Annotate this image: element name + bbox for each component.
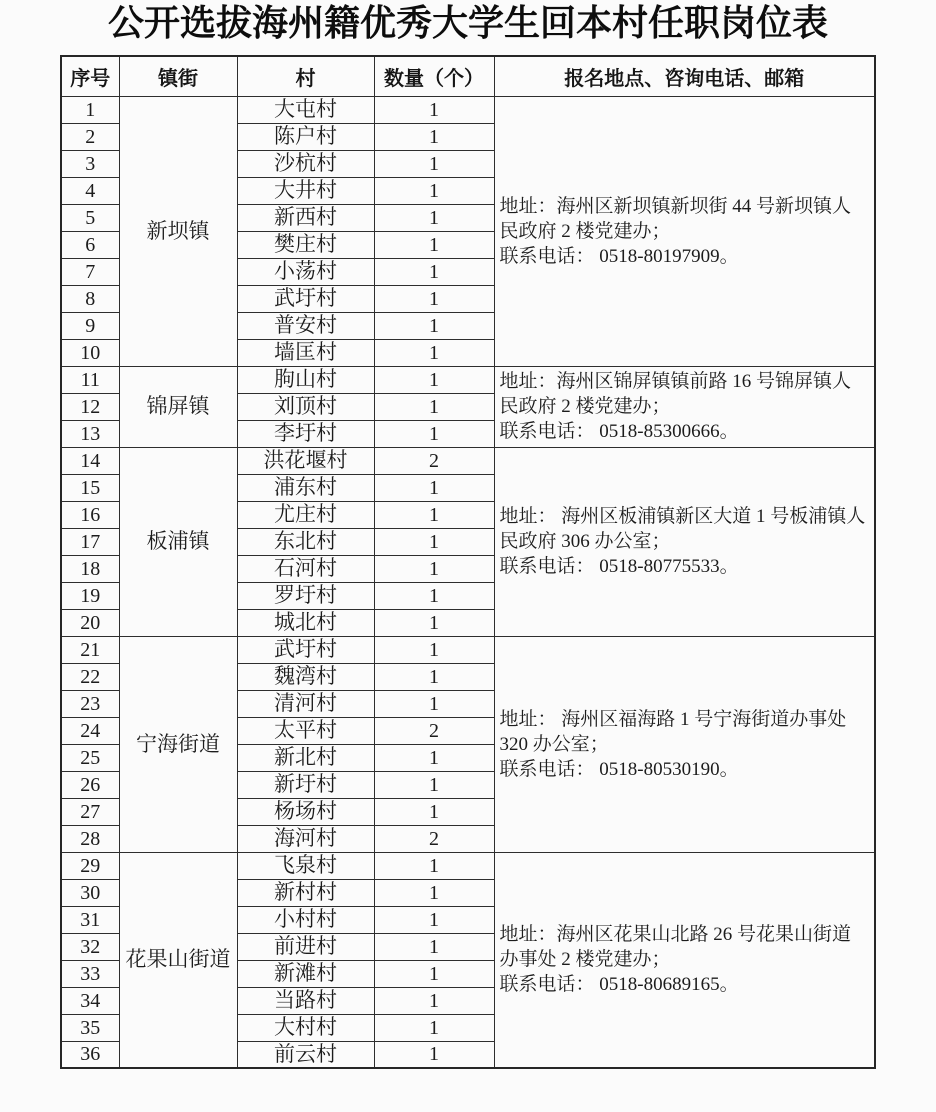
serial-number-cell: 14 <box>61 447 119 474</box>
village-cell: 魏湾村 <box>237 663 374 690</box>
serial-number-cell: 36 <box>61 1041 119 1068</box>
quantity-cell: 1 <box>374 1014 494 1041</box>
serial-number-cell: 11 <box>61 366 119 393</box>
table-row <box>61 96 875 123</box>
village-cell: 李圩村 <box>237 420 374 447</box>
quantity-cell: 1 <box>374 231 494 258</box>
quantity-cell: 1 <box>374 582 494 609</box>
serial-number-cell: 7 <box>61 258 119 285</box>
serial-number-cell: 32 <box>61 933 119 960</box>
quantity-cell: 1 <box>374 636 494 663</box>
serial-number-cell: 30 <box>61 879 119 906</box>
village-cell: 大村村 <box>237 1014 374 1041</box>
serial-number-cell: 22 <box>61 663 119 690</box>
quantity-cell: 1 <box>374 177 494 204</box>
village-cell: 新村村 <box>237 879 374 906</box>
quantity-cell: 1 <box>374 987 494 1014</box>
serial-number-cell: 24 <box>61 717 119 744</box>
contact-address-line: 地址： 海州区板浦镇新区大道 1 号板浦镇人民政府 306 办公室； <box>499 506 866 552</box>
table-row <box>61 852 875 879</box>
header-village: 村 <box>237 56 374 96</box>
contact-phone-line: 联系电话： 0518-80197909。 <box>499 245 739 267</box>
quantity-cell: 2 <box>374 717 494 744</box>
table-row <box>61 447 875 474</box>
serial-number-cell: 34 <box>61 987 119 1014</box>
serial-number-cell: 8 <box>61 285 119 312</box>
village-cell: 飞泉村 <box>237 852 374 879</box>
village-cell: 新圩村 <box>237 771 374 798</box>
contact-cell <box>494 636 875 852</box>
serial-number-cell: 6 <box>61 231 119 258</box>
quantity-cell: 1 <box>374 798 494 825</box>
quantity-cell: 1 <box>374 609 494 636</box>
quantity-cell: 1 <box>374 312 494 339</box>
contact-cell <box>494 852 875 1068</box>
village-cell: 朐山村 <box>237 366 374 393</box>
serial-number-cell: 16 <box>61 501 119 528</box>
village-cell: 前云村 <box>237 1041 374 1068</box>
village-cell: 海河村 <box>237 825 374 852</box>
village-cell: 新西村 <box>237 204 374 231</box>
village-cell: 当路村 <box>237 987 374 1014</box>
serial-number-cell: 12 <box>61 393 119 420</box>
serial-number-cell: 9 <box>61 312 119 339</box>
serial-number-cell: 35 <box>61 1014 119 1041</box>
town-cell: 花果山街道 <box>119 852 237 1068</box>
village-cell: 新北村 <box>237 744 374 771</box>
village-cell: 尤庄村 <box>237 501 374 528</box>
quantity-cell: 1 <box>374 960 494 987</box>
village-cell: 东北村 <box>237 528 374 555</box>
quantity-cell: 1 <box>374 285 494 312</box>
quantity-cell: 1 <box>374 474 494 501</box>
village-cell: 陈户村 <box>237 123 374 150</box>
contact-address-line: 地址：海州区花果山北路 26 号花果山街道办事处 2 楼党建办； <box>499 924 852 971</box>
quantity-cell: 1 <box>374 933 494 960</box>
quantity-cell: 1 <box>374 96 494 123</box>
header-town: 镇街 <box>119 56 237 96</box>
village-cell: 城北村 <box>237 609 374 636</box>
town-cell: 锦屏镇 <box>119 366 237 447</box>
village-cell: 太平村 <box>237 717 374 744</box>
quantity-cell: 1 <box>374 663 494 690</box>
serial-number-cell: 26 <box>61 771 119 798</box>
village-cell: 刘顶村 <box>237 393 374 420</box>
village-cell: 清河村 <box>237 690 374 717</box>
village-cell: 小荡村 <box>237 258 374 285</box>
serial-number-cell: 23 <box>61 690 119 717</box>
header-contact: 报名地点、咨询电话、邮箱 <box>494 56 875 96</box>
quantity-cell: 1 <box>374 528 494 555</box>
serial-number-cell: 25 <box>61 744 119 771</box>
table-header <box>61 56 875 96</box>
serial-number-cell: 4 <box>61 177 119 204</box>
quantity-cell: 2 <box>374 825 494 852</box>
serial-number-cell: 1 <box>61 96 119 123</box>
quantity-cell: 1 <box>374 420 494 447</box>
contact-phone-line: 联系电话： 0518-85300666。 <box>499 421 739 442</box>
serial-number-cell: 17 <box>61 528 119 555</box>
village-cell: 前进村 <box>237 933 374 960</box>
quantity-cell: 1 <box>374 123 494 150</box>
serial-number-cell: 10 <box>61 339 119 366</box>
quantity-cell: 1 <box>374 555 494 582</box>
quantity-cell: 1 <box>374 339 494 366</box>
serial-number-cell: 15 <box>61 474 119 501</box>
contact-cell <box>494 447 875 636</box>
village-cell: 洪花堰村 <box>237 447 374 474</box>
contact-address-line: 地址：海州区新坝镇新坝街 44 号新坝镇人民政府 2 楼党建办； <box>499 195 852 242</box>
quantity-cell: 1 <box>374 1041 494 1068</box>
town-cell: 板浦镇 <box>119 447 237 636</box>
table-body <box>61 96 875 1068</box>
quantity-cell: 1 <box>374 771 494 798</box>
page-title: 公开选拔海州籍优秀大学生回本村任职岗位表 <box>107 3 828 43</box>
village-cell: 浦东村 <box>237 474 374 501</box>
village-cell: 武圩村 <box>237 636 374 663</box>
serial-number-cell: 2 <box>61 123 119 150</box>
village-cell: 新滩村 <box>237 960 374 987</box>
positions-table <box>60 55 876 1069</box>
village-cell: 沙杭村 <box>237 150 374 177</box>
serial-number-cell: 3 <box>61 150 119 177</box>
contact-phone-line: 联系电话： 0518-80775533。 <box>499 556 739 577</box>
village-cell: 大井村 <box>237 177 374 204</box>
contact-cell <box>494 366 875 447</box>
header-serial-number: 序号 <box>61 56 119 96</box>
table-header-row <box>61 56 875 96</box>
village-cell: 普安村 <box>237 312 374 339</box>
village-cell: 罗圩村 <box>237 582 374 609</box>
contact-phone-line: 联系电话： 0518-80689165。 <box>499 974 739 996</box>
quantity-cell: 1 <box>374 906 494 933</box>
quantity-cell: 2 <box>374 447 494 474</box>
quantity-cell: 1 <box>374 150 494 177</box>
quantity-cell: 1 <box>374 501 494 528</box>
quantity-cell: 1 <box>374 393 494 420</box>
serial-number-cell: 5 <box>61 204 119 231</box>
table-row <box>61 366 875 393</box>
village-cell: 大屯村 <box>237 96 374 123</box>
serial-number-cell: 18 <box>61 555 119 582</box>
quantity-cell: 1 <box>374 879 494 906</box>
village-cell: 墙匡村 <box>237 339 374 366</box>
serial-number-cell: 21 <box>61 636 119 663</box>
contact-cell <box>494 96 875 366</box>
quantity-cell: 1 <box>374 744 494 771</box>
village-cell: 武圩村 <box>237 285 374 312</box>
header-quantity: 数量（个） <box>374 56 494 96</box>
village-cell: 樊庄村 <box>237 231 374 258</box>
quantity-cell: 1 <box>374 852 494 879</box>
contact-address-line: 地址：海州区锦屏镇镇前路 16 号锦屏镇人民政府 2 楼党建办； <box>499 371 852 417</box>
quantity-cell: 1 <box>374 258 494 285</box>
village-cell: 小村村 <box>237 906 374 933</box>
town-cell: 新坝镇 <box>119 96 237 366</box>
village-cell: 石河村 <box>237 555 374 582</box>
contact-phone-line: 联系电话： 0518-80530190。 <box>499 758 739 780</box>
quantity-cell: 1 <box>374 366 494 393</box>
serial-number-cell: 13 <box>61 420 119 447</box>
serial-number-cell: 28 <box>61 825 119 852</box>
town-cell: 宁海街道 <box>119 636 237 852</box>
serial-number-cell: 20 <box>61 609 119 636</box>
table-row <box>61 636 875 663</box>
quantity-cell: 1 <box>374 204 494 231</box>
contact-address-line: 地址： 海州区福海路 1 号宁海街道办事处 320 办公室； <box>499 708 847 755</box>
serial-number-cell: 27 <box>61 798 119 825</box>
village-cell: 杨场村 <box>237 798 374 825</box>
serial-number-cell: 31 <box>61 906 119 933</box>
quantity-cell: 1 <box>374 690 494 717</box>
serial-number-cell: 33 <box>61 960 119 987</box>
serial-number-cell: 19 <box>61 582 119 609</box>
serial-number-cell: 29 <box>61 852 119 879</box>
